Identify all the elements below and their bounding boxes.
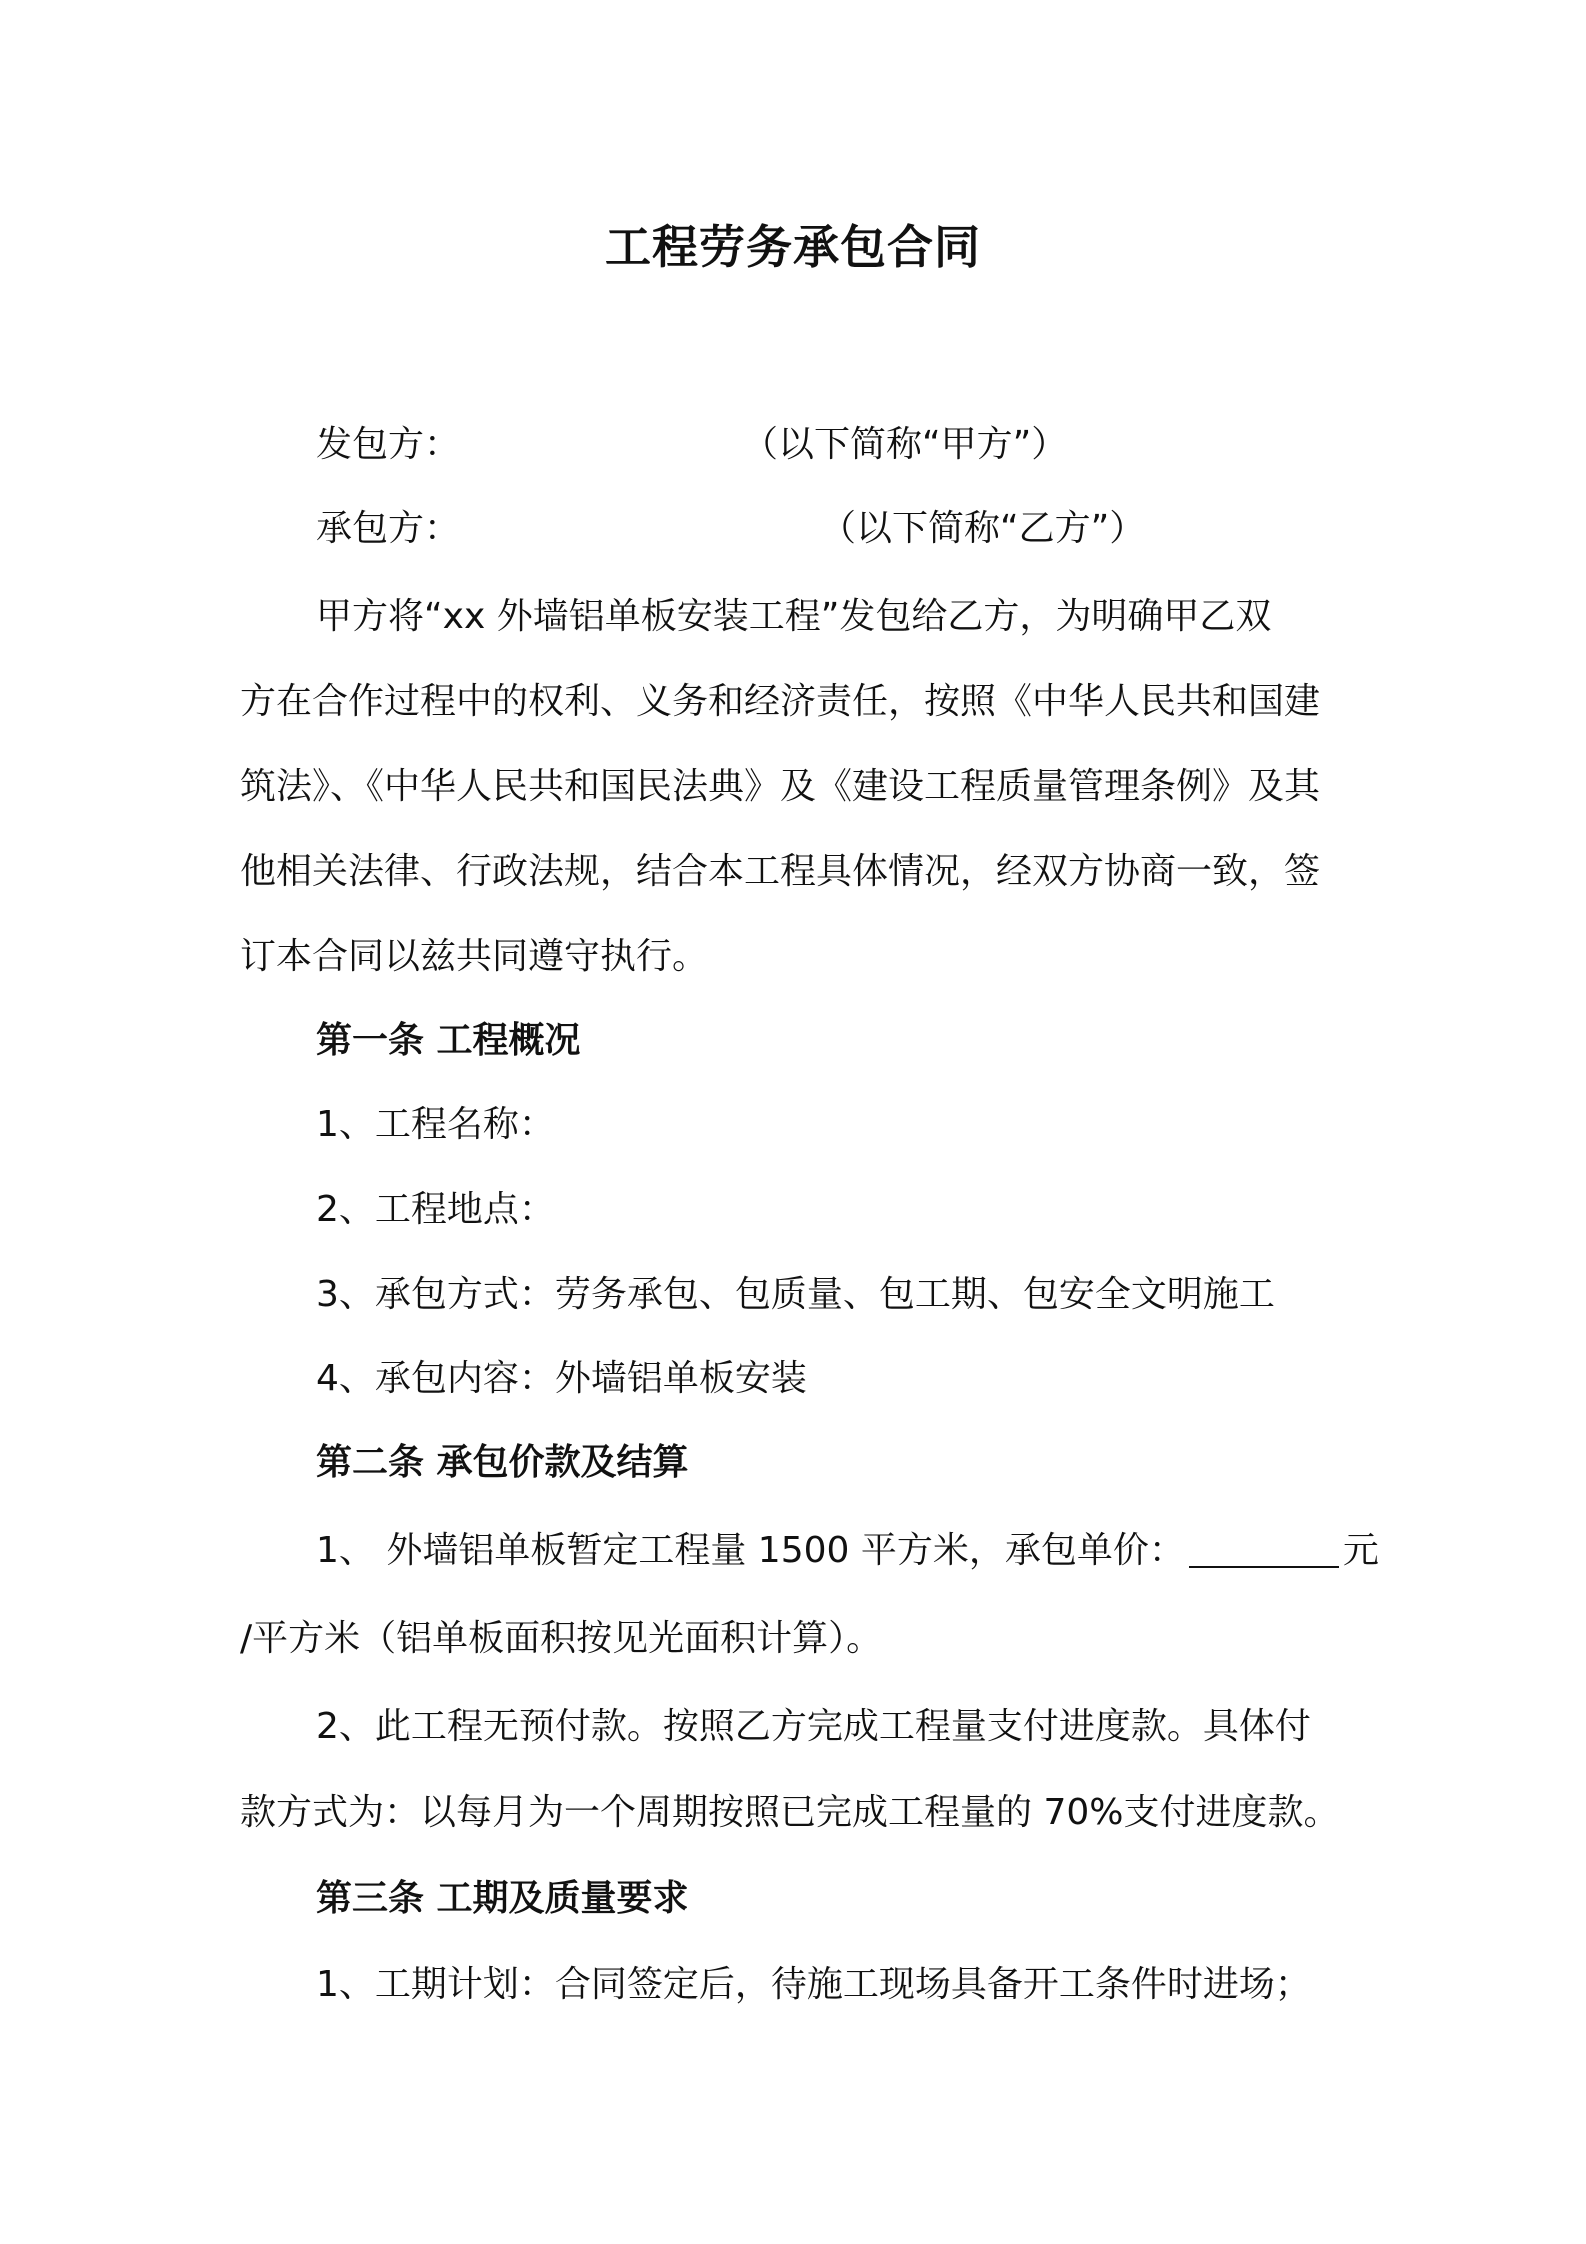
preamble-line: 筑法》、《中华人民共和国民法典》及《建设工程质量管理条例》及其 — [240, 766, 1321, 807]
article-3-heading: 第三条 工期及质量要求 — [316, 1878, 689, 1919]
contractor-label: 承包方： — [316, 508, 461, 549]
article-1-heading: 第一条 工程概况 — [316, 1020, 581, 1061]
unit-price-label: 1、 外墙铝单板暂定工程量 1500 平方米，承包单价： — [316, 1530, 1185, 1571]
article-3-item: 1、工期计划：合同签定后，待施工现场具备开工条件时进场； — [316, 1964, 1311, 2005]
unit-price-blank — [1189, 1526, 1339, 1568]
article-1-item: 1、工程名称： — [316, 1104, 555, 1145]
issuer-abbreviation: （以下简称“甲方”） — [742, 424, 1068, 465]
preamble-line: 甲方将“xx 外墙铝单板安装工程”发包给乙方，为明确甲乙双 — [316, 596, 1272, 637]
article-1-item: 3、承包方式：劳务承包、包质量、包工期、包安全文明施工 — [316, 1274, 1275, 1315]
article-1-item: 2、工程地点： — [316, 1189, 555, 1230]
article-2-item-2-continued: 款方式为：以每月为一个周期按照已完成工程量的 70%支付进度款。 — [240, 1792, 1340, 1833]
preamble-line: 他相关法律、行政法规，结合本工程具体情况，经双方协商一致，签 — [240, 851, 1321, 892]
article-2-item-1-continued: /平方米（铝单板面积按见光面积计算）。 — [240, 1618, 883, 1659]
document-title: 工程劳务承包合同 — [605, 220, 981, 274]
contractor-abbreviation: （以下简称“乙方”） — [820, 508, 1146, 549]
issuer-label: 发包方： — [316, 424, 461, 465]
unit-price-unit: 元 — [1342, 1530, 1379, 1571]
preamble-line: 方在合作过程中的权利、义务和经济责任，按照《中华人民共和国建 — [240, 681, 1321, 722]
article-2-item-2: 2、此工程无预付款。按照乙方完成工程量支付进度款。具体付 — [316, 1706, 1311, 1747]
preamble-line: 订本合同以兹共同遵守执行。 — [240, 936, 709, 977]
article-2-heading: 第二条 承包价款及结算 — [316, 1442, 689, 1483]
article-2-item-1 — [316, 1524, 1379, 1578]
article-1-item: 4、承包内容：外墙铝单板安装 — [316, 1358, 807, 1399]
